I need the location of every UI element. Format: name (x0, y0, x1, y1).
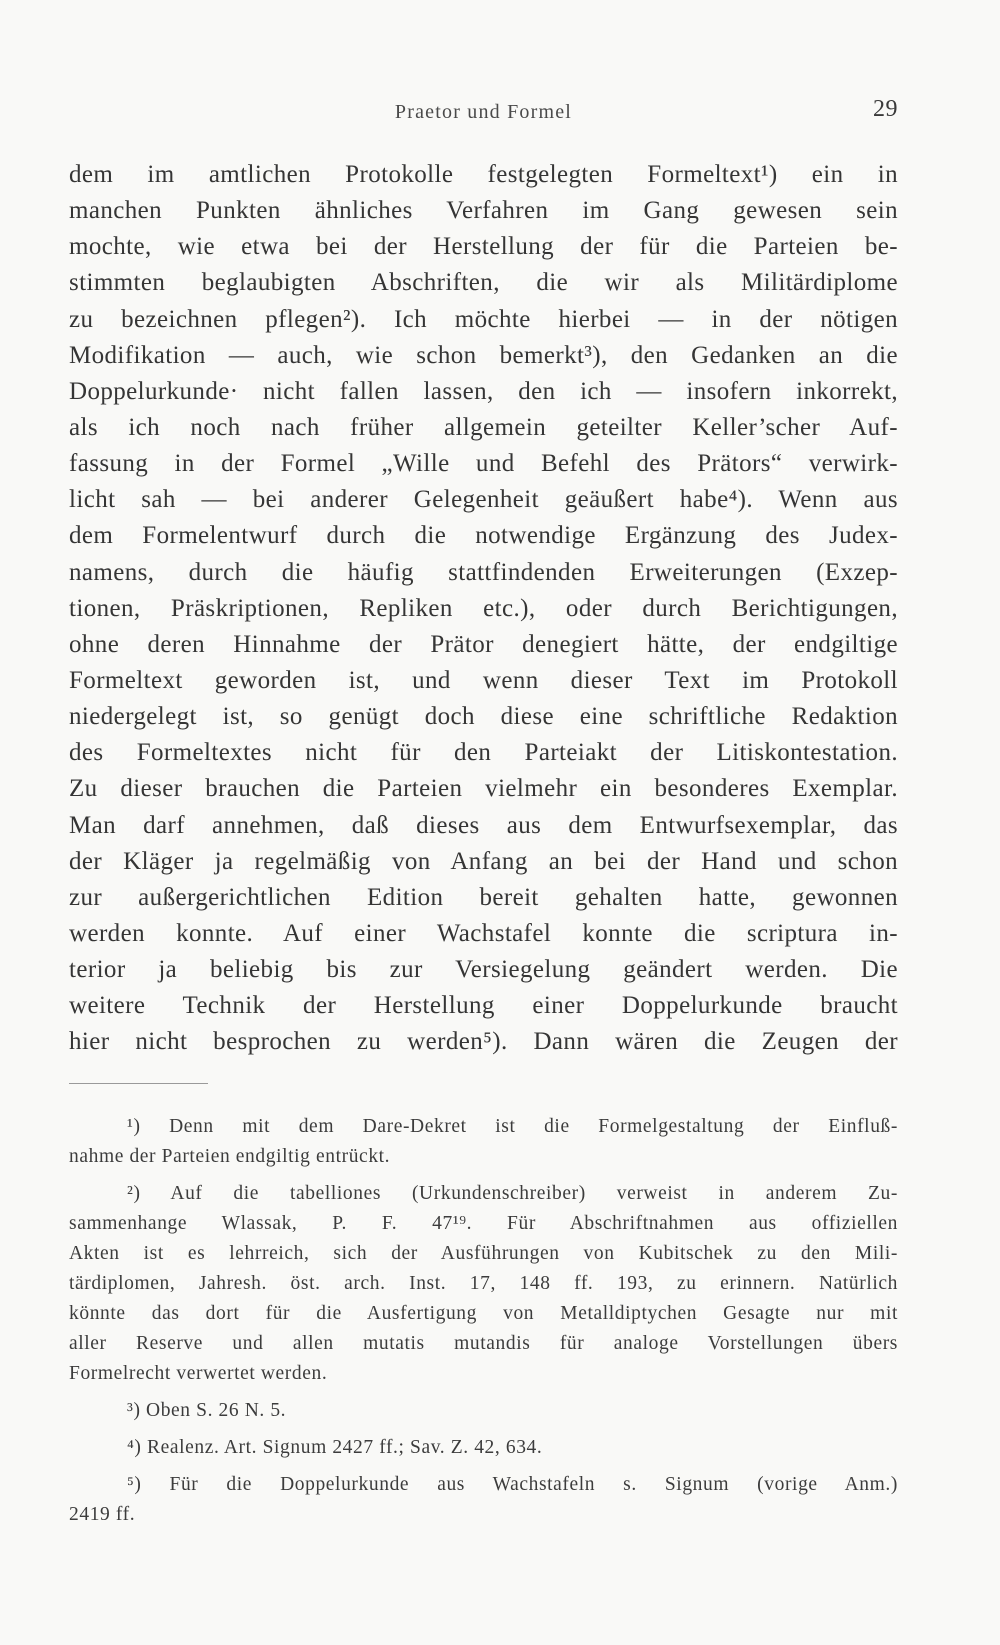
body-line: ohne deren Hinnahme der Prätor denegiert hätte, der endgiltige (69, 630, 898, 658)
body-line: stimmten beglaubigten Abschriften, die wir als Militärdiplome (69, 269, 898, 297)
body-line: dem im amtlichen Protokolle festgelegten Formeltext¹) ein in (69, 161, 898, 188)
body-text (69, 157, 898, 1061)
body-line: manchen Punkten ähnliches Verfahren im Gang gewesen sein (69, 197, 898, 225)
body-line: tionen, Präskriptionen, Repliken etc.), oder durch Berichtigungen, (69, 594, 898, 622)
footnote-line: ⁵) Für die Doppelurkunde aus Wachstafeln s. Signum (vorige Anm.) (127, 1474, 898, 1495)
footnote-line: ³) Oben S. 26 N. 5. (127, 1400, 287, 1421)
body-line: namens, durch die häufig stattfindenden Erweiterungen (Exzep- (69, 558, 898, 586)
footnote-line: sammenhange Wlassak, P. F. 47¹⁹. Für Abschriftnahmen aus offiziellen (69, 1213, 898, 1234)
body-line: Modifikation — auch, wie schon bemerkt³), den Gedanken an die (69, 341, 898, 369)
body-line: weitere Technik der Herstellung einer Doppelurkunde braucht (69, 992, 898, 1020)
body-line: mochte, wie etwa bei der Herstellung der für die Parteien be- (69, 233, 898, 261)
footnote-4 (69, 1433, 898, 1463)
footnote-line: tärdiplomen, Jahresh. öst. arch. Inst. 17, 148 ff. 193, zu erinnern. Natürlich (69, 1273, 898, 1294)
footnote-line: Formelrecht verwertet werden. (69, 1363, 328, 1384)
body-line: des Formeltextes nicht für den Parteiakt der Litiskontestation. (69, 739, 898, 767)
footnote-2 (69, 1179, 898, 1389)
body-line: als ich noch nach früher allgemein geteilter Keller’scher Auf- (69, 413, 898, 441)
footnote-rule (69, 1083, 208, 1084)
body-line: werden konnte. Auf einer Wachstafel konnte die scriptura in- (69, 919, 898, 947)
footnotes (69, 1112, 898, 1530)
footnote-3 (69, 1396, 898, 1426)
footnote-line: Akten ist es lehrreich, sich der Ausführungen von Kubitschek zu den Mili- (69, 1243, 898, 1264)
body-line: fassung in der Formel „Wille und Befehl des Prätors“ verwirk- (69, 450, 898, 478)
footnote-line: ²) Auf die tabelliones (Urkundenschreiber) verweist in anderem Zu- (127, 1183, 898, 1204)
body-line: Zu dieser brauchen die Parteien vielmehr ein besonderes Exemplar. (69, 775, 898, 803)
body-line: hier nicht besprochen zu werden⁵). Dann wären die Zeugen der (69, 1028, 898, 1056)
body-line: der Kläger ja regelmäßig von Anfang an bei der Hand und schon (69, 847, 898, 875)
footnote-line: ¹) Denn mit dem Dare-Dekret ist die Formelgestaltung der Einfluß- (127, 1116, 898, 1137)
body-line: Formeltext geworden ist, und wenn dieser Text im Protokoll (69, 666, 898, 694)
body-line: zur außergerichtlichen Edition bereit gehalten hatte, gewonnen (69, 883, 898, 911)
footnote-line: könnte das dort für die Ausfertigung von Metalldiptychen Gesagte nur mit (69, 1303, 898, 1324)
body-line: Man darf annehmen, daß dieses aus dem Entwurfsexemplar, das (69, 811, 898, 839)
body-line: niedergelegt ist, so genügt doch diese eine schriftliche Redaktion (69, 703, 898, 731)
body-line: terior ja beliebig bis zur Versiegelung geändert werden. Die (69, 956, 898, 984)
page-number: 29 (873, 96, 898, 122)
body-line: zu bezeichnen pflegen²). Ich möchte hierbei — in der nötigen (69, 305, 898, 333)
footnote-line: aller Reserve und allen mutatis mutandis für analoge Vorstellungen übers (69, 1333, 898, 1354)
footnote-line: ⁴) Realenz. Art. Signum 2427 ff.; Sav. Z. 42, 634. (127, 1437, 543, 1458)
body-line: dem Formelentwurf durch die notwendige Ergänzung des Judex- (69, 522, 898, 550)
running-head: Praetor und Formel (394, 101, 573, 123)
footnote-1 (69, 1112, 898, 1172)
footnote-5 (69, 1470, 898, 1530)
footnote-line: nahme der Parteien endgiltig entrückt. (69, 1146, 391, 1167)
body-line: licht sah — bei anderer Gelegenheit geäußert habe⁴). Wenn aus (69, 486, 898, 514)
body-line: Doppelurkunde· nicht fallen lassen, den ich — insofern inkorrekt, (69, 377, 898, 405)
footnote-line: 2419 ff. (69, 1504, 136, 1525)
